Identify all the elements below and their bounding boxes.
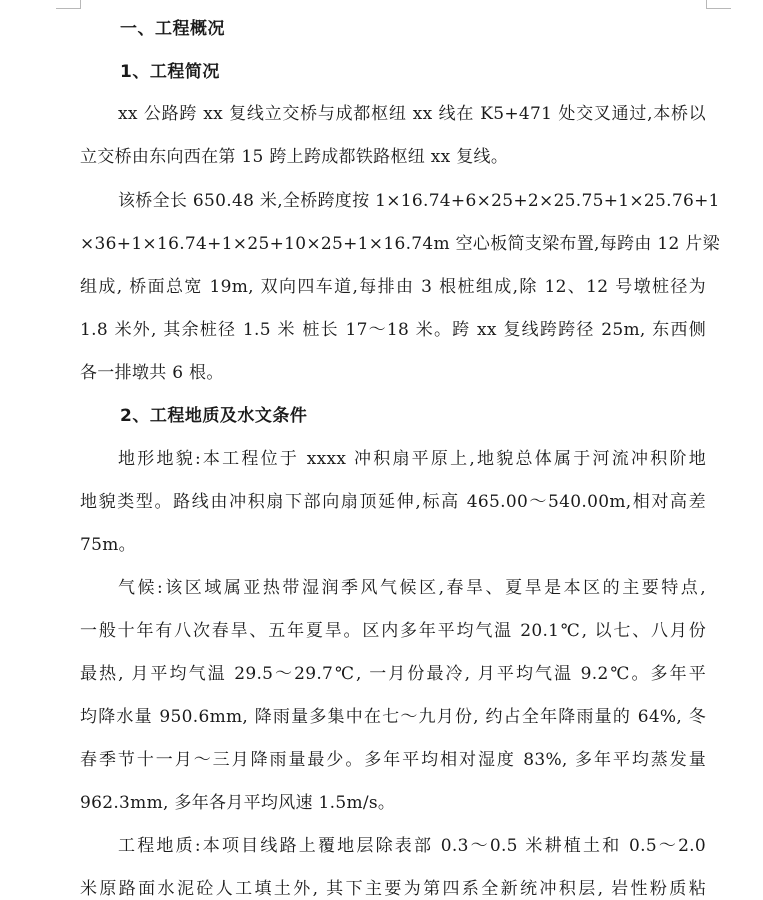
paragraph-line: xx 公路跨 xx 复线立交桥与成都枢纽 xx 线在 K5+471 处交叉通过,本桥以 [118,104,706,124]
paragraph-line: 米原路面水泥砼人工填土外, 其下主要为第四系全新统冲积层, 岩性粉质粘 [80,879,706,899]
paragraph-line: 气候:该区域属亚热带湿润季风气候区,春旱、夏旱是本区的主要特点, [118,578,706,598]
paragraph-line: 该桥全长 650.48 米,全桥跨度按 1×16.74+6×25+2×25.75+1×25.76+1 [118,191,720,211]
paragraph-line: 组成, 桥面总宽 19m, 双向四车道,每排由 3 根桩组成,除 12、12 号墩桩径为 [80,277,706,297]
section-heading-overview: 一、工程概况 [120,19,225,39]
crop-mark-top-left [56,0,81,9]
subsection-heading-geology: 2、工程地质及水文条件 [120,406,308,426]
crop-mark-top-right [706,0,731,9]
paragraph-line: 962.3mm, 多年各月平均风速 1.5m/s。 [80,793,396,813]
paragraph-line: 地貌类型。路线由冲积扇下部向扇顶延伸,标高 465.00～540.00m,相对高差 [80,492,706,512]
subsection-heading-brief: 1、工程简况 [120,62,220,82]
paragraph-line: 春季节十一月～三月降雨量最少。多年平均相对湿度 83%, 多年平均蒸发量 [80,750,706,770]
paragraph-line: 各一排墩共 6 根。 [80,363,224,383]
paragraph-line: 1.8 米外, 其余桩径 1.5 米 桩长 17～18 米。跨 xx 复线跨跨径 25m, 东西侧 [80,320,706,340]
paragraph-line: 均降水量 950.6mm, 降雨量多集中在七～九月份, 约占全年降雨量的 64%, 冬 [80,707,706,727]
paragraph-line: 地形地貌:本工程位于 xxxx 冲积扇平原上,地貌总体属于河流冲积阶地 [118,449,706,469]
paragraph-line: 最热, 月平均气温 29.5～29.7℃, 一月份最冷, 月平均气温 9.2℃。多年平 [80,664,706,684]
paragraph-line: 立交桥由东向西在第 15 跨上跨成都铁路枢纽 xx 复线。 [80,147,509,167]
paragraph-line: 一般十年有八次春旱、五年夏旱。区内多年平均气温 20.1℃, 以七、八月份 [80,621,706,641]
paragraph-line: ×36+1×16.74+1×25+10×25+1×16.74m 空心板简支梁布置,每跨由 12 片梁 [80,234,720,254]
paragraph-line: 75m。 [80,535,136,555]
paragraph-line: 工程地质:本项目线路上覆地层除表部 0.3～0.5 米耕植土和 0.5～2.0 [118,836,706,856]
